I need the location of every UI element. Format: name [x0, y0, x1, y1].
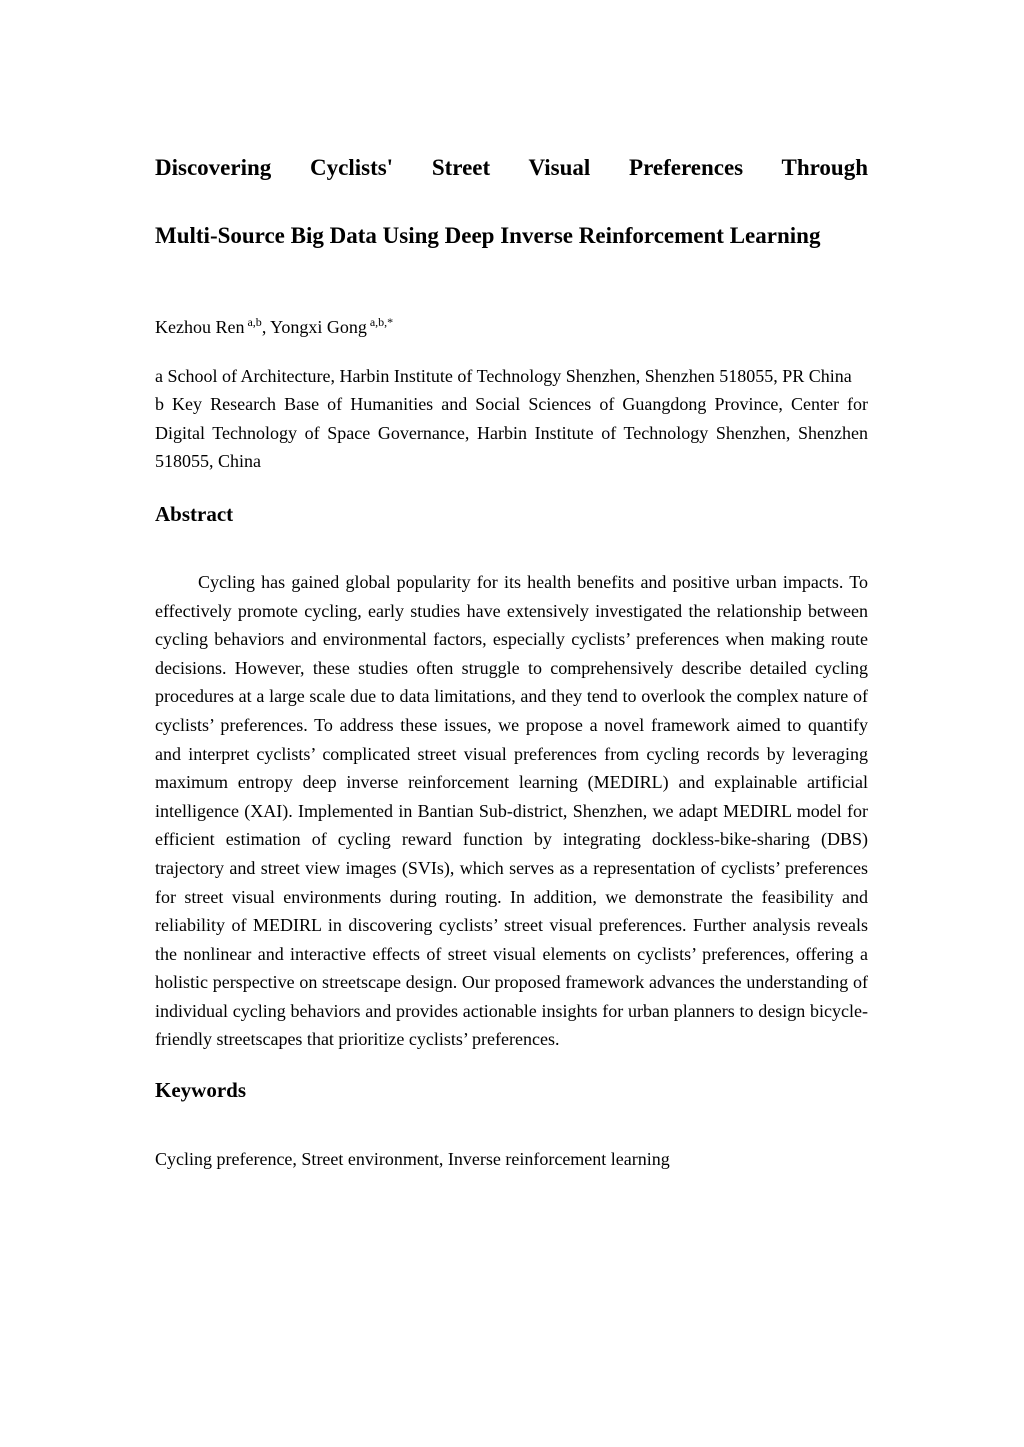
paper-title-line-2: Multi-Source Big Data Using Deep Inverse Reinforcement Learning	[155, 223, 821, 248]
authors-line	[155, 313, 868, 342]
affiliation-b: b Key Research Base of Humanities and Social Sciences of Guangdong Province, Center for Digital Technology of Space Governance, Harbin Institute of Technology Shenzhen, Shenzhen 518055, China	[155, 394, 868, 472]
abstract-heading: Abstract	[155, 501, 234, 526]
affiliation-a: a School of Architecture, Harbin Institute of Technology Shenzhen, Shenzhen 518055, PR China	[155, 365, 852, 386]
paper-title-line-1: Discovering Cyclists' Street Visual Preferences Through	[155, 155, 868, 180]
affiliations-block	[155, 362, 868, 476]
author-name-2: Yongxi Gong	[270, 317, 367, 337]
author-1-affiliation-superscript: a,b	[247, 315, 262, 329]
abstract-text: Cycling has gained global popularity for its health benefits and positive urban impacts. To effectively promote cycling, early studies have extensively investigated the relationship between cycling behaviors and environmental factors, especially cyclists’ preferences when making route decisions. However, these studies often struggle to comprehensively describe detailed cycling procedures at a large scale due to data limitations, and they tend to overlook the complex nature of cyclists’ preferences. To address these issues, we propose a novel framework aimed to quantify and interpret cyclists’ complicated street visual preferences from cycling records by leveraging maximum entropy deep inverse reinforcement learning (MEDIRL) and explainable artificial intelligence (XAI). Implemented in Bantian Sub-district, Shenzhen, we adapt MEDIRL model for efficient estimation of cycling reward function by integrating dockless-bike-sharing (DBS) trajectory and street view images (SVIs), which serves as a representation of cyclists’ preferences for street visual environments during routing. In addition, we demonstrate the feasibility and reliability of MEDIRL in discovering cyclists’ street visual preferences. Further analysis reveals the nonlinear and interactive effects of street visual elements on cyclists’ preferences, offering a holistic perspective on streetscape design. Our proposed framework advances the understanding of individual cycling behaviors and provides actionable insights for urban planners to design bicycle-friendly streetscapes that prioritize cyclists’ preferences.	[155, 571, 868, 1050]
keywords-heading: Keywords	[155, 1078, 246, 1103]
author-2-affiliation-superscript: a,b,*	[369, 315, 394, 329]
keywords-text: Cycling preference, Street environment, Inverse reinforcement learning	[155, 1149, 670, 1170]
author-name-1: Kezhou Ren	[155, 317, 245, 337]
author-separator: ,	[261, 317, 271, 337]
